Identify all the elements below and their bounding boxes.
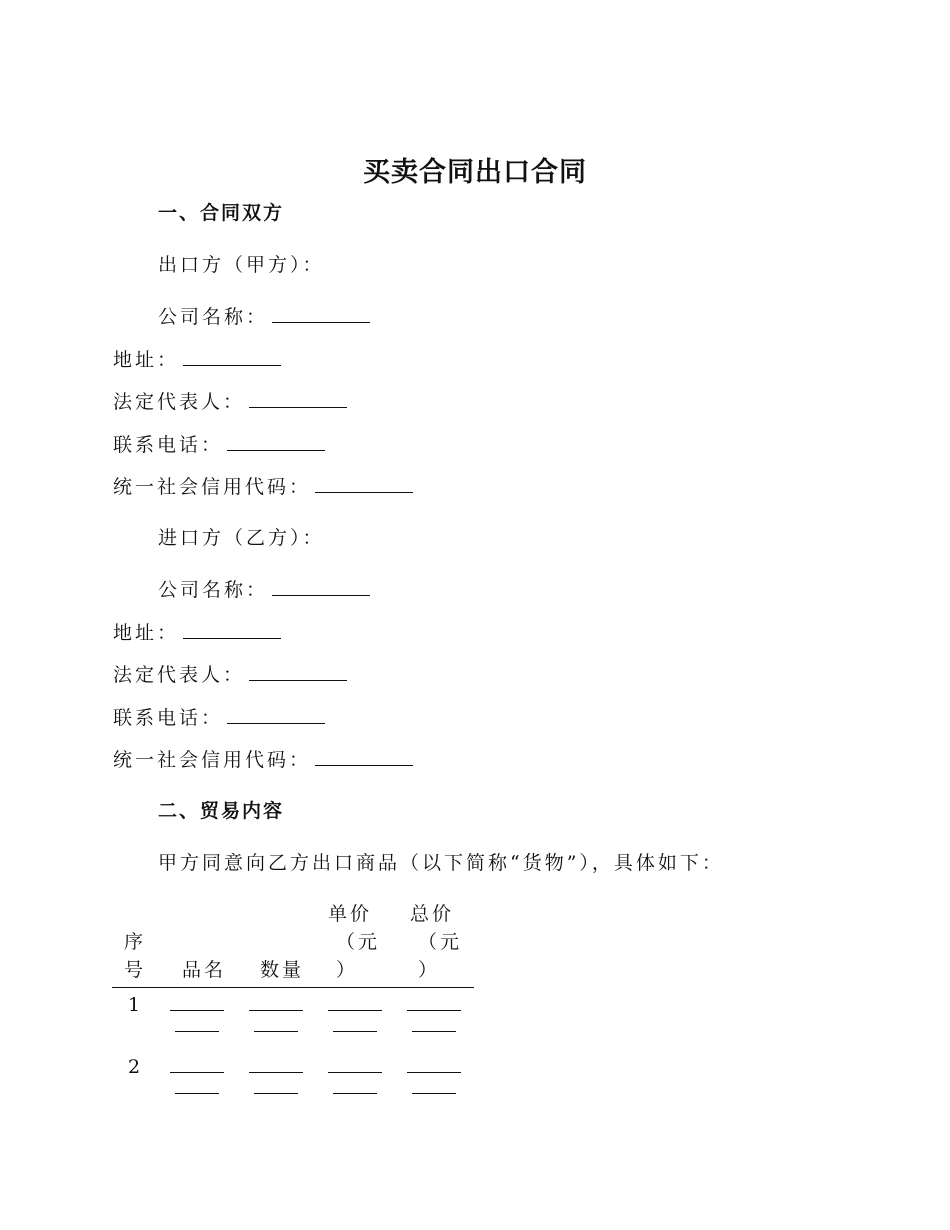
header-index [122,928,148,984]
row-unit-price-blank[interactable] [328,1058,384,1094]
row-index: 2 [128,1056,141,1078]
table-row [112,1050,474,1112]
importer-phone-row [113,703,325,730]
exporter-address-blank[interactable] [183,351,281,366]
row-name-blank[interactable] [170,996,226,1032]
exporter-phone-label: 联系电话： [113,434,224,456]
header-name: 品名 [181,959,226,981]
importer-credit-label: 统一社会信用代码： [113,749,312,771]
row-total-blank[interactable] [407,1058,463,1094]
goods-table-header [112,900,474,988]
exporter-credit-blank[interactable] [315,478,413,493]
importer-credit-blank[interactable] [315,751,413,766]
exporter-rep-label: 法定代表人： [113,391,246,413]
document-title: 买卖合同出口合同 [363,157,587,188]
exporter-credit-label: 统一社会信用代码： [113,476,312,498]
exporter-company-label: 公司名称： [158,306,269,328]
importer-company-label: 公司名称： [158,579,269,601]
exporter-rep-blank[interactable] [249,393,347,408]
header-unit-price [328,900,384,984]
importer-address-blank[interactable] [183,624,281,639]
row-index: 1 [128,994,141,1016]
exporter-phone-row [113,430,325,457]
section1-heading: 一、合同双方 [158,202,285,224]
importer-company-row [158,575,370,602]
row-unit-price-blank[interactable] [328,996,384,1032]
header-index-line1: 序 [123,931,146,953]
importer-rep-blank[interactable] [249,666,347,681]
header-unit-price-line3: ） [336,959,359,981]
goods-table [112,900,474,1112]
exporter-address-row [113,345,281,372]
header-total-line1: 总价 [410,903,455,925]
row-name-blank[interactable] [170,1058,226,1094]
importer-label: 进口方（乙方）： [158,527,325,549]
exporter-company-blank[interactable] [272,308,370,323]
exporter-company-row [158,302,370,329]
importer-phone-blank[interactable] [227,709,325,724]
importer-address-row [113,618,281,645]
header-index-line2: 号 [123,959,146,981]
exporter-credit-row [113,472,413,499]
section2-intro: 甲方同意向乙方出口商品（以下简称“货物”），具体如下： [158,852,724,874]
exporter-rep-row [113,387,347,414]
importer-company-blank[interactable] [272,581,370,596]
importer-rep-label: 法定代表人： [113,664,246,686]
section2-heading: 二、贸易内容 [158,800,285,822]
importer-address-label: 地址： [113,622,180,644]
header-unit-price-line2: （元 [336,931,381,953]
importer-rep-row [113,660,347,687]
table-row [112,988,474,1050]
header-quantity: 数量 [259,959,304,981]
importer-phone-label: 联系电话： [113,707,224,729]
header-total-line2: （元 [418,931,463,953]
header-total-price [410,900,466,984]
row-total-blank[interactable] [407,996,463,1032]
exporter-phone-blank[interactable] [227,436,325,451]
header-unit-price-line1: 单价 [328,903,373,925]
header-total-line3: ） [418,959,441,981]
exporter-label: 出口方（甲方）： [158,254,325,276]
exporter-address-label: 地址： [113,349,180,371]
row-quantity-blank[interactable] [249,996,305,1032]
importer-credit-row [113,745,413,772]
row-quantity-blank[interactable] [249,1058,305,1094]
